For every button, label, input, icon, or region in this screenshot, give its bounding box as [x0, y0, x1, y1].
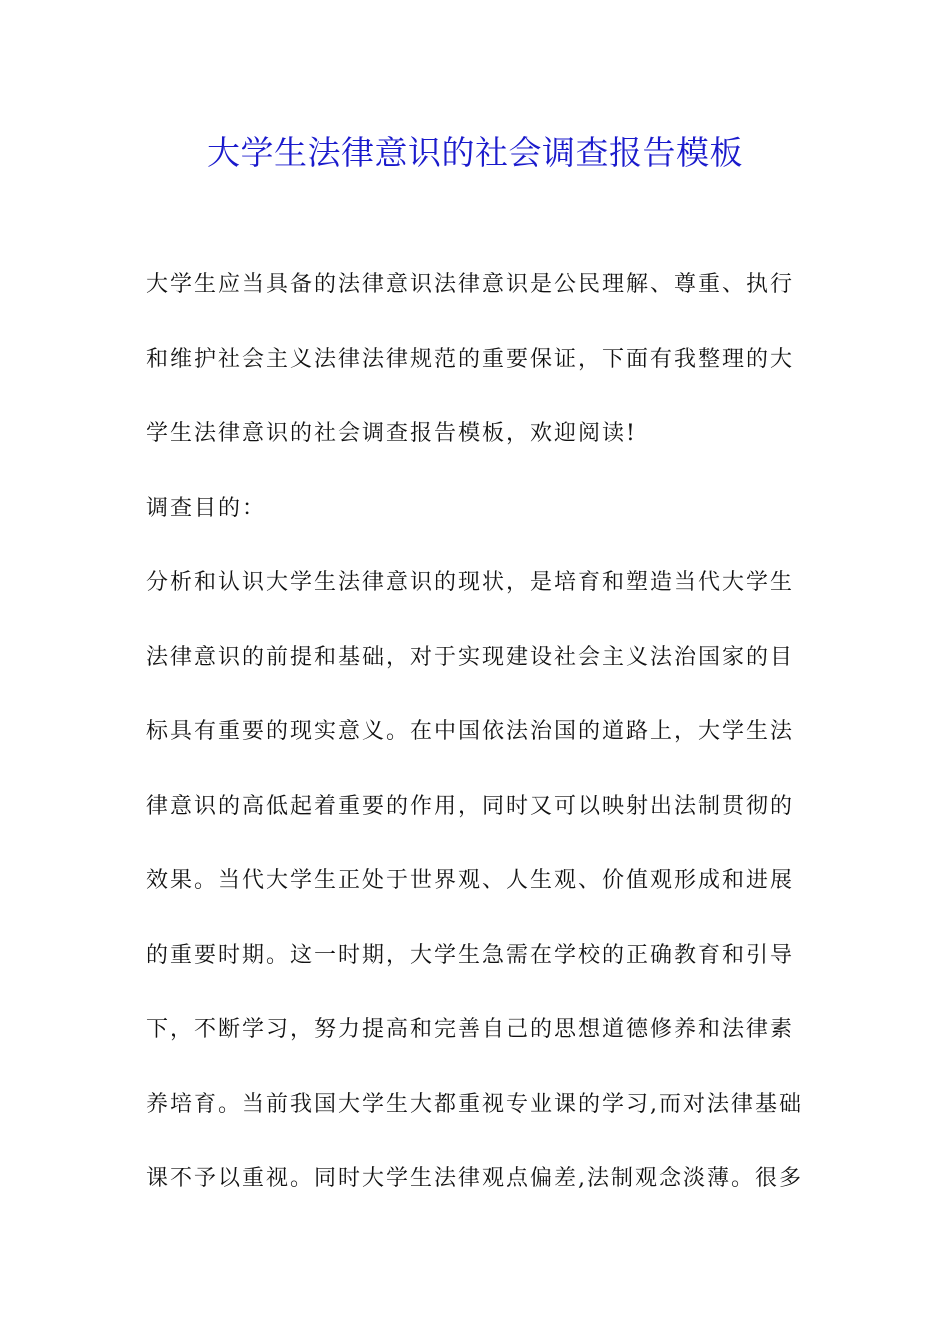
- paragraph-line: 和维护社会主义法律法律规范的重要保证，下面有我整理的大: [146, 346, 795, 372]
- paragraph-line: 学生法律意识的社会调查报告模板，欢迎阅读!: [146, 421, 637, 446]
- paragraph-line: 下，不断学习，努力提高和完善自己的思想道德修养和法律素: [146, 1017, 795, 1042]
- paragraph-line: 标具有重要的现实意义。在中国依法治国的道路上，大学生法: [146, 719, 795, 744]
- paragraph-line: 大学生应当具备的法律意识法律意识是公民理解、尊重、执行: [146, 272, 795, 297]
- paragraph-line: 的重要时期。这一时期，大学生急需在学校的正确教育和引导: [146, 942, 795, 968]
- document-title: 大学生法律意识的社会调查报告模板: [207, 133, 743, 172]
- document-body: [146, 263, 806, 1232]
- paragraph-line: 效果。当代大学生正处于世界观、人生观、价值观形成和进展: [146, 868, 795, 893]
- section-heading: 调查目的：: [146, 495, 267, 521]
- paragraph-line: 课不予以重视。同时大学生法律观点偏差,法制观念淡薄。很多: [146, 1166, 803, 1191]
- paragraph-line: 分析和认识大学生法律意识的现状，是培育和塑造当代大学生: [146, 570, 795, 595]
- paragraph-line: 养培育。当前我国大学生大都重视专业课的学习,而对法律基础: [146, 1091, 803, 1117]
- paragraph-line: 法律意识的前提和基础，对于实现建设社会主义法治国家的目: [146, 644, 795, 670]
- paragraph-line: 律意识的高低起着重要的作用，同时又可以映射出法制贯彻的: [146, 793, 795, 819]
